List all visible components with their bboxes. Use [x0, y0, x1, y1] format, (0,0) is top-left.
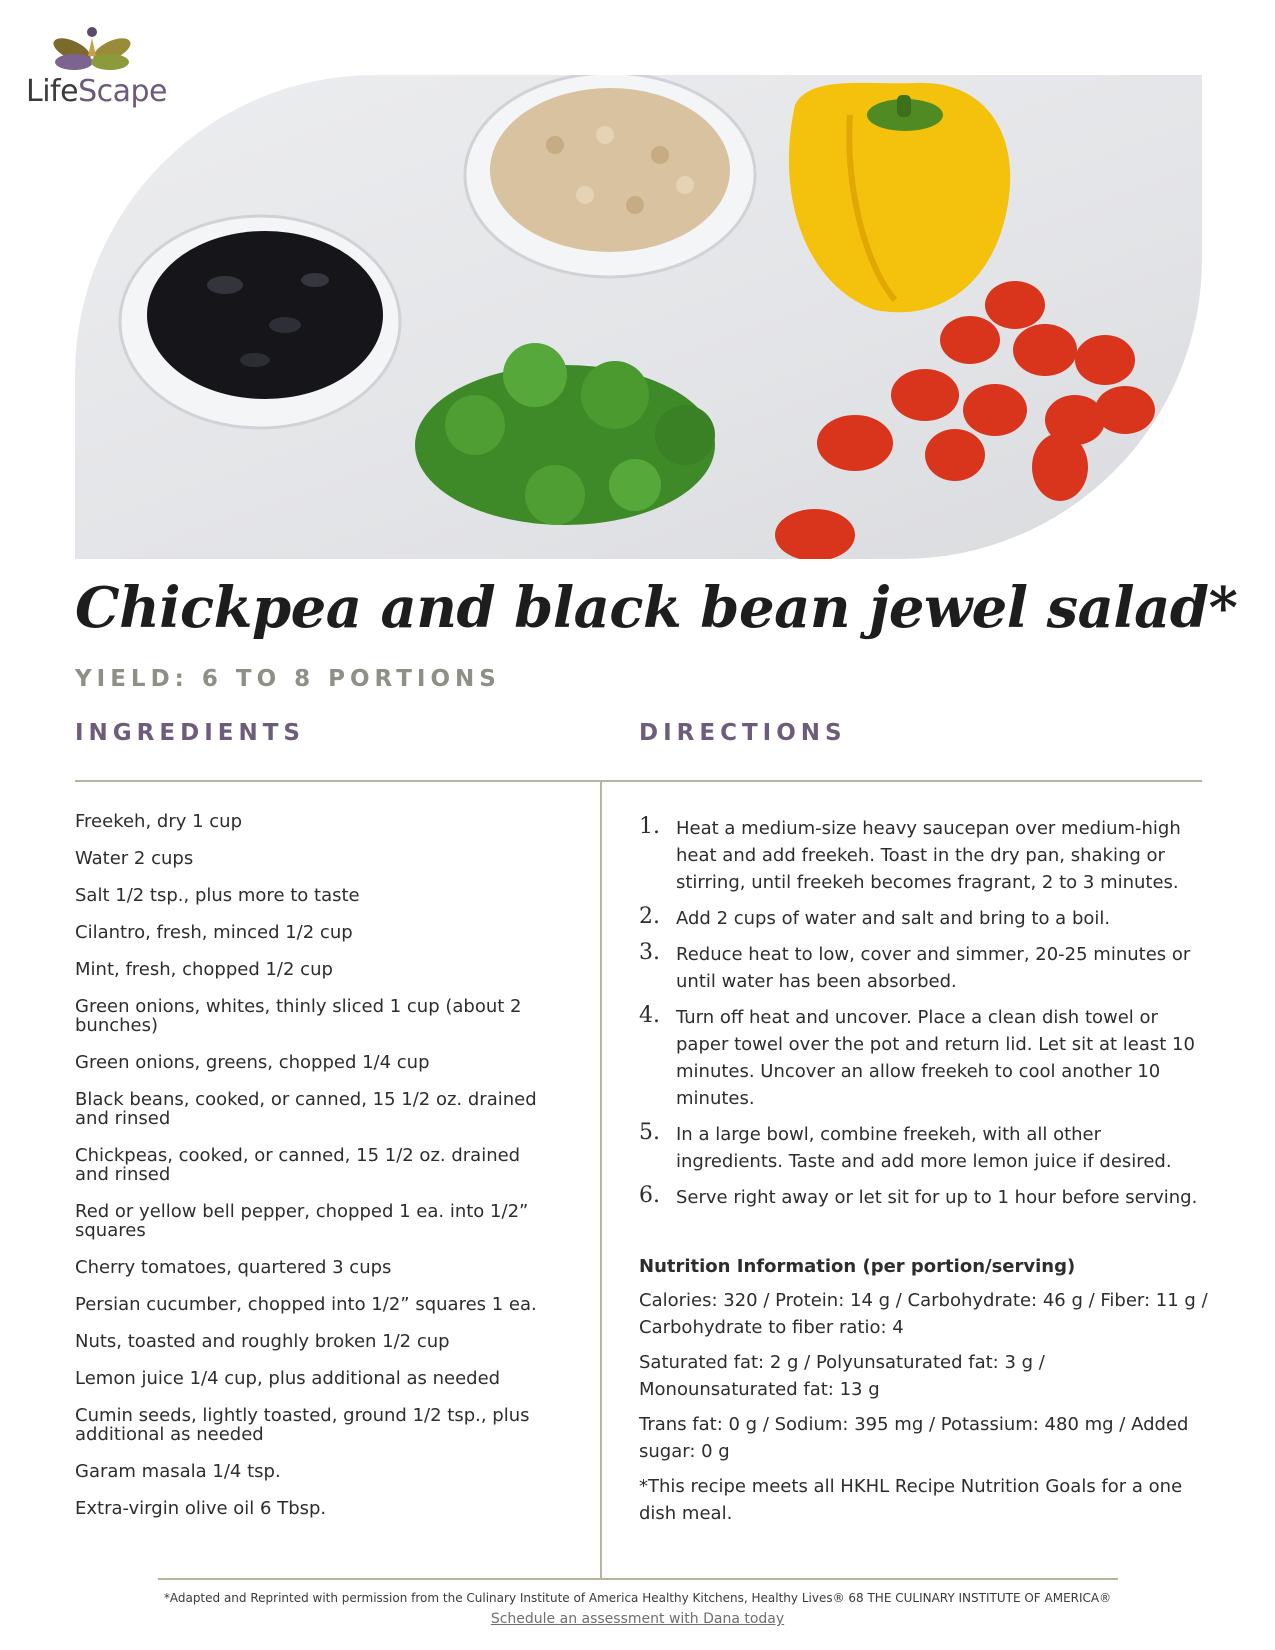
yellow-bell-pepper [789, 83, 1010, 312]
direction-step [639, 941, 1205, 995]
ingredient-item: Water 2 cups [75, 848, 194, 869]
ingredient-item: Cilantro, fresh, minced 1/2 cup [75, 922, 353, 943]
direction-step [639, 905, 1205, 932]
step-number: 1. [639, 814, 660, 839]
footer-divider [158, 1578, 1118, 1580]
step-text: In a large bowl, combine freekeh, with all other ingredients. Taste and add more lemon juice if desired. [676, 1124, 1172, 1172]
ingredient-item: Salt 1/2 tsp., plus more to taste [75, 885, 360, 906]
step-number: 6. [639, 1183, 660, 1208]
ingredient-item: Garam masala 1/4 tsp. [75, 1461, 281, 1482]
ingredient-item: Red or yellow bell pepper, chopped 1 ea. into 1/2” squares [75, 1201, 529, 1241]
direction-step [639, 1184, 1205, 1211]
ingredient-item: Freekeh, dry 1 cup [75, 811, 243, 832]
lotus-icon [52, 22, 132, 74]
direction-step [639, 1004, 1205, 1112]
nutrition-line: Saturated fat: 2 g / Polyunsaturated fat: 3 g / Monounsaturated fat: 13 g [639, 1352, 1045, 1400]
ingredient-item: Black beans, cooked, or canned, 15 1/2 oz. drained and rinsed [75, 1089, 537, 1129]
nutrition-heading: Nutrition Information (per portion/serving) [639, 1256, 1076, 1277]
ingredient-item: Chickpeas, cooked, or canned, 15 1/2 oz. drained and rinsed [75, 1145, 521, 1185]
logo-wordmark: LifeScape [26, 74, 167, 109]
section-divider-horizontal [75, 780, 1202, 782]
ingredients-heading: INGREDIENTS [75, 720, 305, 746]
nutrition-line: Calories: 320 / Protein: 14 g / Carbohydrate: 46 g / Fiber: 11 g / Carbohydrate to fiber ratio: 4 [639, 1290, 1208, 1338]
cherry-tomatoes [775, 281, 1155, 559]
ingredients-list [75, 812, 555, 1536]
ingredient-item: Extra-virgin olive oil 6 Tbsp. [75, 1498, 327, 1519]
ingredient-item: Cumin seeds, lightly toasted, ground 1/2 tsp., plus additional as needed [75, 1405, 530, 1445]
cilantro-bunch [415, 343, 715, 525]
chickpeas-bowl [465, 75, 755, 277]
nutrition-info [639, 1256, 1209, 1535]
step-text: Add 2 cups of water and salt and bring to a boil. [676, 908, 1111, 929]
direction-step [639, 1121, 1205, 1175]
hero-ingredients-photo [75, 75, 1202, 559]
nutrition-goals-note: *This recipe meets all HKHL Recipe Nutrition Goals for a one dish meal. [639, 1476, 1183, 1524]
ingredient-item: Persian cucumber, chopped into 1/2” squares 1 ea. [75, 1294, 537, 1315]
directions-list [639, 815, 1205, 1220]
black-beans-bowl [120, 216, 400, 428]
column-divider-vertical [600, 781, 602, 1580]
step-text: Reduce heat to low, cover and simmer, 20-25 minutes or until water has been absorbed. [676, 944, 1191, 992]
ingredient-item: Green onions, greens, chopped 1/4 cup [75, 1052, 430, 1073]
step-text: Heat a medium-size heavy saucepan over medium-high heat and add freekeh. Toast in the dry pan, shaking or stirring, until freekeh becomes fragrant, 2 to 3 minutes. [676, 818, 1181, 893]
ingredient-item: Nuts, toasted and roughly broken 1/2 cup [75, 1331, 450, 1352]
ingredient-item: Lemon juice 1/4 cup, plus additional as needed [75, 1368, 501, 1389]
recipe-title: Chickpea and black bean jewel salad* [75, 575, 1238, 641]
direction-step [639, 815, 1205, 896]
lifescape-logo [24, 22, 167, 114]
yield-label: YIELD: 6 TO 8 PORTIONS [75, 666, 501, 692]
directions-heading: DIRECTIONS [639, 720, 847, 746]
nutrition-line: Trans fat: 0 g / Sodium: 395 mg / Potassium: 480 mg / Added sugar: 0 g [639, 1414, 1189, 1462]
step-number: 4. [639, 1003, 660, 1028]
ingredient-item: Mint, fresh, chopped 1/2 cup [75, 959, 333, 980]
step-number: 5. [639, 1120, 660, 1145]
schedule-assessment-link[interactable]: Schedule an assessment with Dana today [490, 1611, 785, 1627]
footer-credit: *Adapted and Reprinted with permission from the Culinary Institute of America Healthy Kitchens, Healthy Lives® 68 THE CULINARY INSTITUTE OF AMERICA® [163, 1591, 1112, 1605]
step-text: Turn off heat and uncover. Place a clean dish towel or paper towel over the pot and return lid. Let sit at least 10 minutes. Uncover an allow freekeh to cool another 10 minutes. [676, 1007, 1195, 1109]
ingredient-item: Green onions, whites, thinly sliced 1 cup (about 2 bunches) [75, 996, 522, 1036]
step-number: 3. [639, 940, 660, 965]
step-text: Serve right away or let sit for up to 1 hour before serving. [676, 1187, 1198, 1208]
ingredient-item: Cherry tomatoes, quartered 3 cups [75, 1257, 392, 1278]
step-number: 2. [639, 904, 660, 929]
